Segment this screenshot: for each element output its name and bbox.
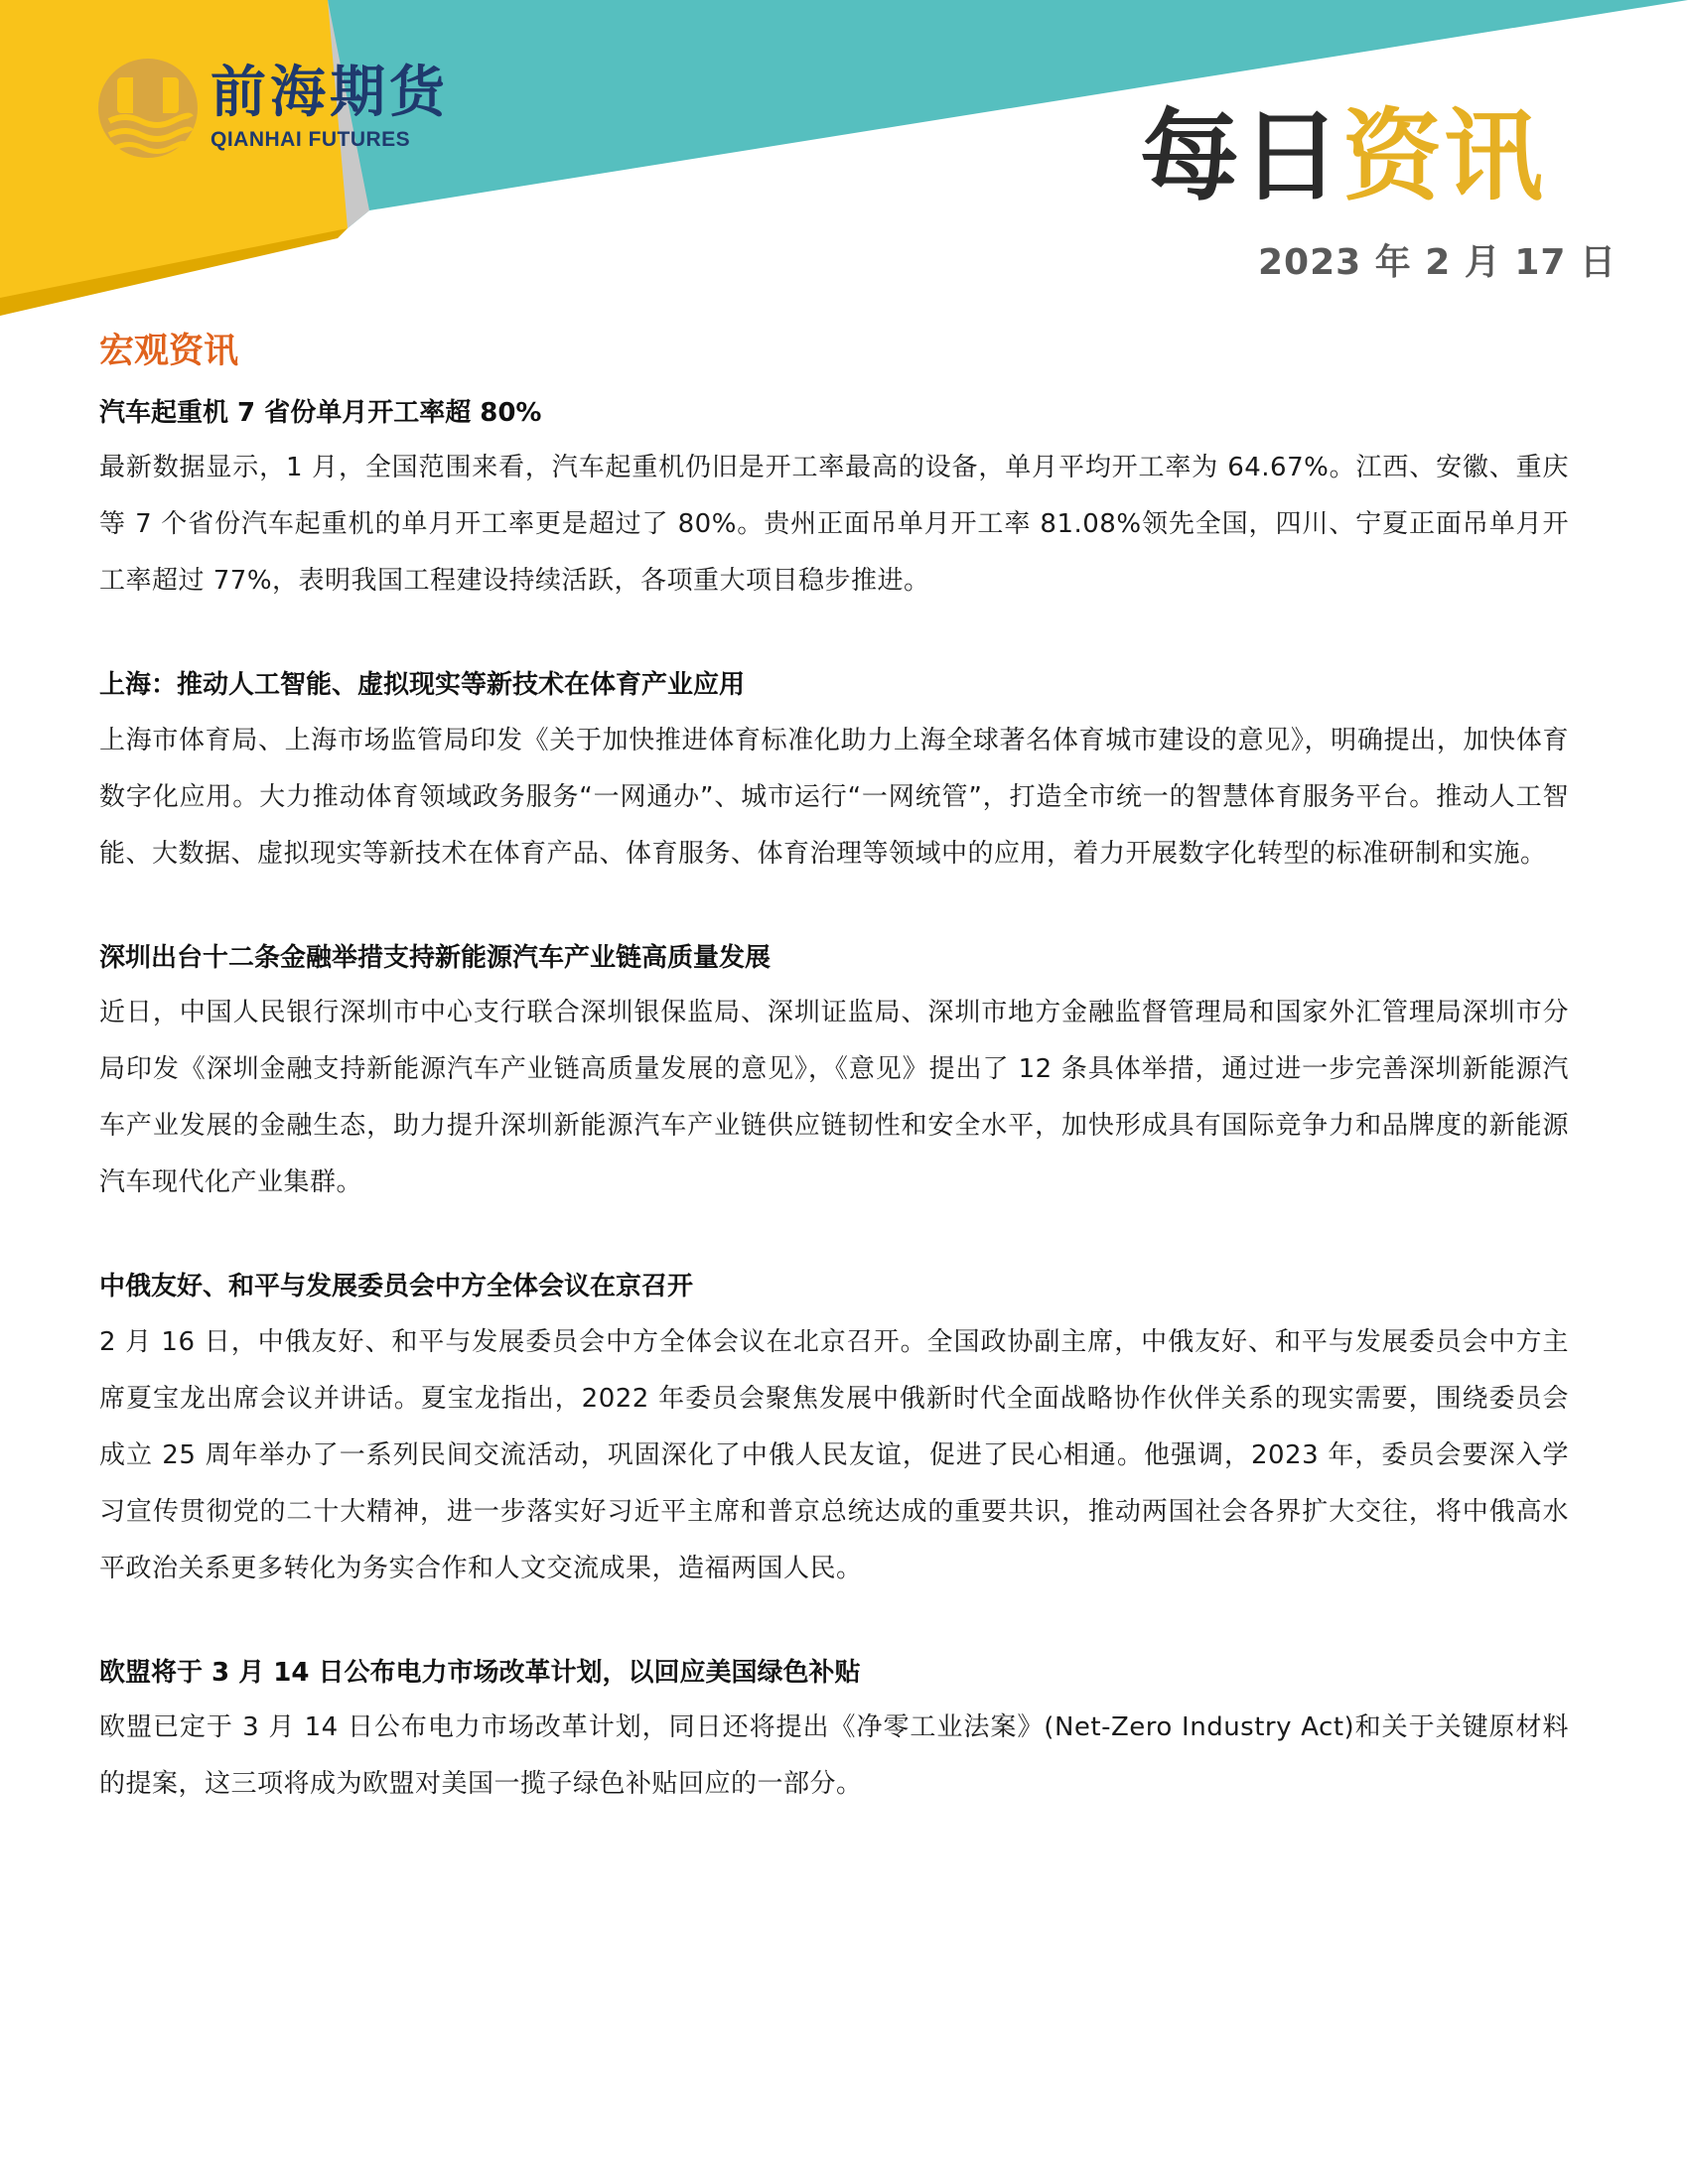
news-article <box>99 1267 1569 1597</box>
page-title <box>1140 98 1545 214</box>
article-title: 深圳出台十二条金融举措支持新能源汽车产业链高质量发展 <box>99 942 772 973</box>
page-title-accent: 资讯 <box>1342 98 1545 214</box>
article-title: 汽车起重机 7 省份单月开工率超 80% <box>99 397 542 428</box>
article-body: 最新数据显示，1 月，全国范围来看，汽车起重机仍旧是开工率最高的设备，单月平均开工率为 64.67%。江西、安徽、重庆等 7 个省份汽车起重机的单月开工率更是超过了 80%。贵州正面吊单月开工率 81.08%领先全国，四川、宁夏正面吊单月开工率超过 77%，表明我国工程建设持续活跃，各项重大项目稳步推进。 <box>99 453 1569 597</box>
sun-waves-logo-icon <box>95 56 201 161</box>
article-body: 欧盟已定于 3 月 14 日公布电力市场改革计划，同日还将提出《净零工业法案》(Net-Zero Industry Act)和关于关键原材料的提案，这三项将成为欧盟对美国一揽子绿色补贴回应的一部分。 <box>99 1712 1569 1800</box>
article-title: 中俄友好、和平与发展委员会中方全体会议在京召开 <box>99 1272 694 1302</box>
section-heading: 宏观资讯 <box>99 332 239 371</box>
article-body: 2 月 16 日，中俄友好、和平与发展委员会中方全体会议在北京召开。全国政协副主席，中俄友好、和平与发展委员会中方主席夏宝龙出席会议并讲话。夏宝龙指出，2022 年委员会聚焦发展中俄新时代全面战略协作伙伴关系的现实需要，围绕委员会成立 25 周年举办了一系列民间交流活动，巩固深化了中俄人民友谊，促进了民心相通。他强调，2023 年，委员会要深入学习宣传贯彻党的二十大精神，进一步落实好习近平主席和普京总统达成的重要共识，推动两国社会各界扩大交往，将中俄高水平政治关系更多转化为务实合作和人文交流成果，造福两国人民。 <box>99 1326 1569 1583</box>
news-article <box>99 1653 1569 1814</box>
news-article <box>99 393 1569 611</box>
article-body: 近日，中国人民银行深圳市中心支行联合深圳银保监局、深圳证监局、深圳市地方金融监督管理局和国家外汇管理局深圳市分局印发《深圳金融支持新能源汽车产业链高质量发展的意见》，《意见》提出了 12 条具体举措，通过进一步完善深圳新能源汽车产业发展的金融生态，助力提升深圳新能源汽车产业链供应链韧性和安全水平，加快形成具有国际竞争力和品牌度的新能源汽车现代化产业集群。 <box>99 998 1569 1198</box>
logo-chinese-name: 前海期货 <box>211 60 449 125</box>
article-title: 上海：推动人工智能、虚拟现实等新技术在体育产业应用 <box>99 670 746 701</box>
article-body: 上海市体育局、上海市场监管局印发《关于加快推进体育标准化助力上海全球著名体育城市建设的意见》，明确提出，加快体育数字化应用。大力推动体育领域政务服务“一网通办”、城市运行“一网统管”，打造全市统一的智慧体育服务平台。推动人工智能、大数据、虚拟现实等新技术在体育产品、体育服务、体育治理等领域中的应用，着力开展数字化转型的标准研制和实施。 <box>99 725 1569 869</box>
report-date: 2023 年 2 月 17 日 <box>1257 242 1617 283</box>
page-title-dark: 每日 <box>1140 98 1342 214</box>
company-logo <box>95 56 449 161</box>
article-title: 欧盟将于 3 月 14 日公布电力市场改革计划，以回应美国绿色补贴 <box>99 1657 861 1688</box>
news-article <box>99 665 1569 883</box>
news-article <box>99 938 1569 1212</box>
logo-english-name: QIANHAI FUTURES <box>211 128 411 151</box>
main-content <box>99 330 1569 1868</box>
